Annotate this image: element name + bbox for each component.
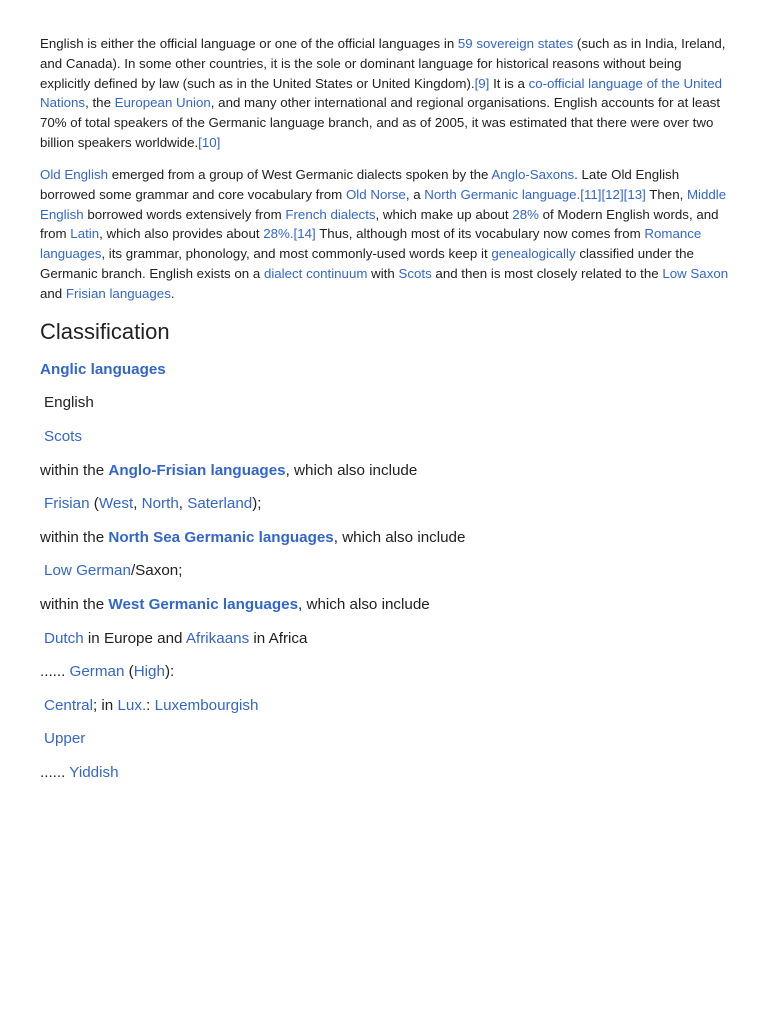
- text-run: ......: [40, 663, 70, 680]
- link-west[interactable]: West: [98, 495, 134, 512]
- text-run: within the: [40, 462, 109, 479]
- link-dialect-continuum[interactable]: dialect continuum: [263, 265, 368, 281]
- text-run: in Europe and: [83, 630, 186, 647]
- link-anglo-frisian-languages[interactable]: Anglo-Frisian languages: [108, 462, 286, 479]
- text-run: /Saxon;: [130, 562, 183, 579]
- link-28[interactable]: 28%: [512, 206, 539, 222]
- classification-line: [44, 629, 307, 649]
- link-dutch[interactable]: Dutch: [44, 630, 84, 647]
- link-afrikaans[interactable]: Afrikaans: [185, 630, 250, 647]
- link-14[interactable]: [14]: [293, 226, 316, 242]
- link-11[interactable]: [11]: [580, 186, 602, 202]
- link-10[interactable]: [10]: [198, 134, 221, 150]
- link-european-union[interactable]: European Union: [114, 95, 211, 111]
- link-north[interactable]: North: [141, 495, 179, 512]
- link-59-sovereign-states[interactable]: 59 sovereign states: [457, 36, 574, 51]
- link-frisian-languages[interactable]: Frisian languages: [65, 285, 171, 301]
- link-low-german[interactable]: Low German: [44, 562, 131, 579]
- link-lux[interactable]: Lux.: [117, 697, 147, 714]
- text-run: borrowed words extensively from: [83, 206, 286, 222]
- text-run: and then is most closely related to the: [431, 265, 663, 281]
- link-saterland[interactable]: Saterland: [187, 495, 253, 512]
- link-anglic-languages[interactable]: Anglic languages: [40, 361, 166, 378]
- text-run: );: [252, 495, 262, 512]
- text-run: English is either the official language or one of the official languages in: [40, 36, 458, 51]
- text-run: emerged from a group of West Germanic dialects spoken by the: [108, 167, 492, 182]
- classification-line: [44, 561, 182, 581]
- text-run: , which also include: [298, 596, 430, 613]
- classification-line: [40, 662, 174, 682]
- link-28[interactable]: 28%.: [263, 226, 294, 242]
- history-paragraph: [40, 165, 730, 304]
- text-run: . Late Old English borrowed some grammar and core vocabulary from: [40, 167, 680, 202]
- link-scots[interactable]: Scots: [44, 428, 82, 445]
- text-run: (: [89, 495, 99, 512]
- text-run: of Modern English words, and from: [40, 206, 719, 242]
- classification-line: [44, 427, 82, 447]
- classification-line: [44, 494, 262, 514]
- text-run: , a: [405, 186, 425, 202]
- link-luxembourgish[interactable]: Luxembourgish: [154, 697, 259, 714]
- link-middle-english[interactable]: Middle English: [40, 186, 727, 222]
- link-latin[interactable]: Latin: [70, 226, 100, 242]
- text-run: , which also include: [333, 529, 466, 546]
- classification-line: [40, 360, 166, 380]
- text-run: ; in: [92, 697, 118, 714]
- text-run: ,: [133, 495, 142, 512]
- text-run: ......: [40, 764, 70, 781]
- text-run: .: [170, 285, 175, 301]
- link-north-sea-germanic-languages[interactable]: North Sea Germanic languages: [108, 529, 334, 546]
- link-frisian[interactable]: Frisian: [44, 495, 90, 512]
- link-german[interactable]: German: [69, 663, 125, 680]
- text-run: (: [124, 663, 134, 680]
- text-run: , its grammar, phonology, and most commonly-used words keep it: [101, 246, 492, 262]
- link-9[interactable]: [9]: [474, 75, 490, 91]
- link-13[interactable]: [13]: [623, 186, 646, 202]
- link-scots[interactable]: Scots: [398, 265, 432, 281]
- classification-line: [44, 729, 85, 749]
- text-run: and: [40, 285, 66, 301]
- classification-line: [40, 595, 430, 615]
- text-run: , and many other international and regional organisations. English accounts for at least 70% of total speakers of the Germanic language branch, and as of 2005, it was estimated that there were over two billion speakers worldwide.: [40, 95, 721, 150]
- text-run: in Africa: [249, 630, 308, 647]
- link-north-germanic-language[interactable]: North Germanic language.: [424, 186, 581, 202]
- text-run: classified under the Germanic branch. English exists on a: [40, 246, 694, 281]
- link-high[interactable]: High: [133, 663, 165, 680]
- link-french-dialects[interactable]: French dialects: [285, 206, 376, 222]
- text-run: Thus, although most of its vocabulary now comes from: [315, 226, 645, 242]
- text-run: :: [146, 697, 155, 714]
- classification-line: [40, 461, 417, 481]
- link-upper[interactable]: Upper: [44, 730, 86, 747]
- link-genealogically[interactable]: genealogically: [491, 246, 576, 262]
- text-run: within the: [40, 529, 109, 546]
- link-12[interactable]: [12]: [601, 186, 624, 202]
- link-anglo-saxons[interactable]: Anglo-Saxons: [491, 167, 575, 182]
- text-run: ):: [164, 663, 175, 680]
- text-run: (such as in India, Ireland, and Canada). In some other countries, it is the sole or dominant language for historical reasons without being explicitly defined by law (such as in the United States or United Kingdom).: [40, 36, 726, 91]
- classification-line: [44, 393, 94, 413]
- link-low-saxon[interactable]: Low Saxon: [662, 265, 729, 281]
- text-run: , the: [85, 95, 115, 111]
- text-run: Then,: [645, 186, 687, 202]
- text-run: It is a: [489, 75, 529, 91]
- link-romance-languages[interactable]: Romance languages: [40, 226, 702, 262]
- link-west-germanic-languages[interactable]: West Germanic languages: [108, 596, 299, 613]
- text-run: , which also provides about: [99, 226, 264, 242]
- text-run: , which also include: [285, 462, 418, 479]
- text-run: ,: [178, 495, 188, 512]
- link-co-official-language-of-the-united-nations[interactable]: co-official language of the United Nations: [40, 75, 722, 111]
- intro-paragraph: [40, 34, 730, 153]
- link-old-norse[interactable]: Old Norse: [345, 186, 406, 202]
- text-run: , which make up about: [375, 206, 513, 222]
- link-old-english[interactable]: Old English: [40, 167, 108, 182]
- classification-line: [40, 528, 465, 548]
- link-yiddish[interactable]: Yiddish: [69, 764, 119, 781]
- section-heading-classification: Classification: [40, 319, 170, 344]
- text-run: within the: [40, 596, 109, 613]
- classification-line: [44, 696, 258, 716]
- text-run: English: [44, 394, 94, 411]
- classification-line: [40, 763, 119, 783]
- link-central[interactable]: Central: [44, 697, 93, 714]
- text-run: with: [367, 265, 399, 281]
